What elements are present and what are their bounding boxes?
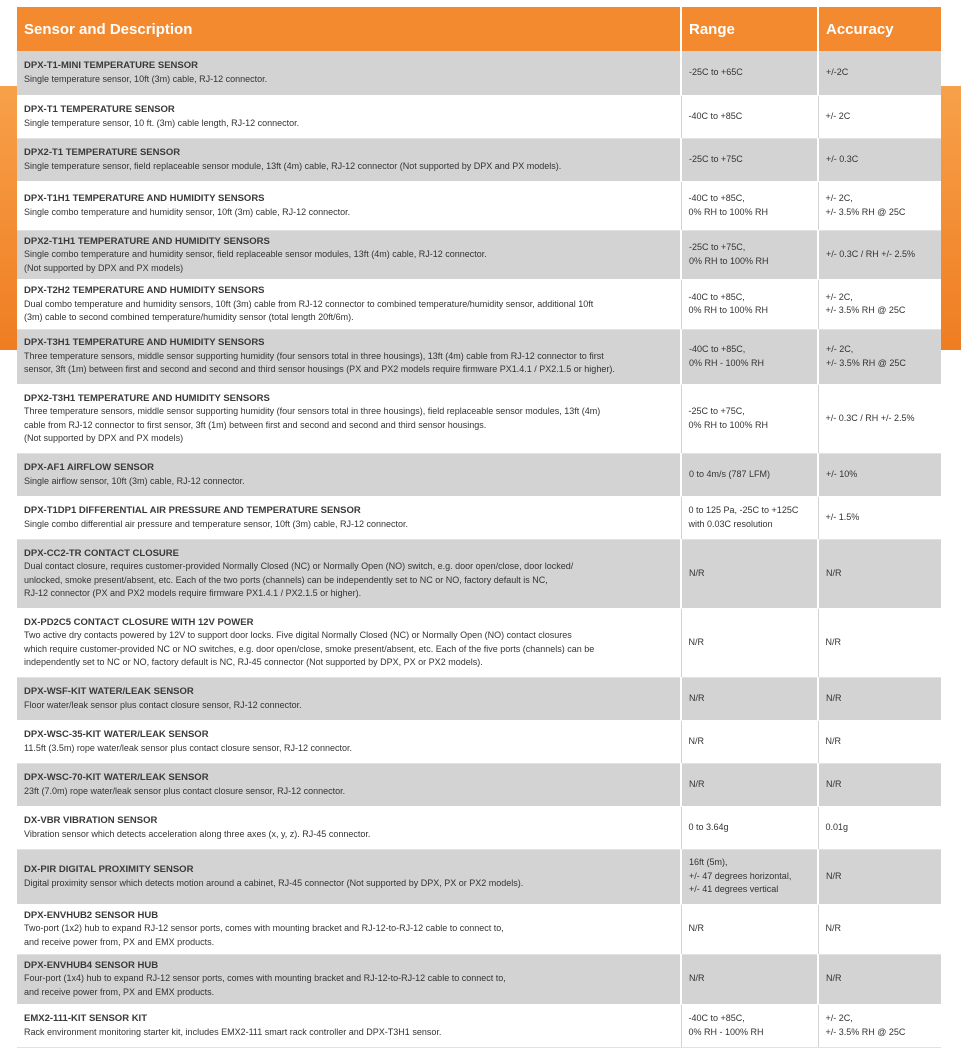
range-cell	[681, 138, 818, 181]
accuracy-value: +/- 3.5% RH @ 25C	[826, 357, 906, 368]
sensor-description-cell	[17, 763, 681, 806]
range-cell	[681, 329, 818, 384]
sensor-description-line: Single combo differential air pressure and temperature sensor, 10ft (3m) cable, RJ-12 connector.	[24, 518, 409, 529]
sensor-description-line: Rack environment monitoring starter kit, includes EMX2-111 smart rack controller and DPX-T3H1 sensor.	[24, 1026, 442, 1037]
sensor-description-cell	[17, 849, 681, 904]
sensor-description-cell	[17, 806, 681, 849]
table-row	[17, 329, 941, 384]
range-value: with 0.03C resolution	[688, 518, 773, 529]
table-row	[17, 904, 941, 954]
range-cell	[681, 720, 818, 763]
sensor-description-cell	[17, 230, 681, 280]
accuracy-value: +/- 3.5% RH @ 25C	[825, 1026, 906, 1037]
sensor-name: DPX2-T1H1 TEMPERATURE AND HUMIDITY SENSORS	[24, 235, 270, 247]
accuracy-cell	[818, 763, 941, 806]
accuracy-cell	[818, 181, 941, 230]
sensor-description-line: Single combo temperature and humidity sensor, 10ft (3m) cable, RJ-12 connector.	[24, 206, 351, 217]
range-value: -40C to +85C,	[688, 193, 745, 203]
accuracy-value: N/R	[826, 973, 842, 984]
sensor-name: DX-PD2C5 CONTACT CLOSURE WITH 12V POWER	[24, 616, 254, 628]
accuracy-cell	[818, 95, 941, 138]
sensor-description-cell	[17, 720, 681, 763]
range-value: 0 to 4m/s (787 LFM)	[689, 468, 771, 479]
sensor-name: DPX-T1-MINI TEMPERATURE SENSOR	[24, 60, 199, 72]
range-value: -25C to +65C	[689, 67, 743, 77]
range-value: +/- 41 degrees vertical	[689, 884, 779, 895]
sensor-name: DPX-CC2-TR CONTACT CLOSURE	[24, 547, 179, 559]
range-cell	[681, 384, 818, 453]
range-cell	[681, 181, 818, 230]
sensor-description-line: Single airflow sensor, 10ft (3m) cable, RJ-12 connector.	[24, 475, 245, 486]
range-cell	[681, 849, 818, 904]
right-orange-accent	[941, 86, 961, 350]
accuracy-cell	[818, 51, 941, 95]
accuracy-cell	[818, 849, 941, 904]
sensor-description-line: Floor water/leak sensor plus contact closure sensor, RJ-12 connector.	[24, 699, 302, 710]
table-row	[17, 181, 941, 230]
sensor-description-line: and receive power from, PX and EMX products.	[24, 986, 215, 997]
table-row	[17, 95, 941, 138]
header-range: Range	[681, 7, 818, 51]
accuracy-value: N/R	[826, 567, 842, 578]
table-row	[17, 496, 941, 539]
sensor-name: DPX-T1H1 TEMPERATURE AND HUMIDITY SENSORS	[24, 193, 265, 204]
sensor-description-line: 11.5ft (3.5m) rope water/leak sensor plus contact closure sensor, RJ-12 connector.	[24, 742, 352, 753]
range-value: -40C to +85C,	[689, 344, 746, 354]
accuracy-cell	[818, 608, 941, 677]
table-row	[17, 720, 941, 763]
accuracy-value: 0.01g	[825, 821, 849, 832]
header-accuracy: Accuracy	[818, 7, 941, 51]
range-value: -25C to +75C	[689, 153, 743, 164]
accuracy-value: +/- 3.5% RH @ 25C	[825, 305, 906, 316]
range-value: -40C to +85C,	[688, 1013, 745, 1023]
sensor-description-line: Dual combo temperature and humidity sensors, 10ft (3m) cable from RJ-12 connector to combined temperature/humidity sensor, additional 10ft	[24, 298, 594, 309]
range-cell	[681, 677, 818, 720]
sensor-description-line: RJ-12 connector (PX and PX2 models require firmware PX1.4.1 / PX2.1.5 or higher).	[24, 588, 362, 598]
accuracy-value: +/- 3.5% RH @ 25C	[825, 206, 906, 217]
table-row	[17, 138, 941, 181]
sensor-name: DPX-WSC-35-KIT WATER/LEAK SENSOR	[24, 729, 209, 740]
sensor-description-line: Four-port (1x4) hub to expand RJ-12 sensor ports, comes with mounting bracket and RJ-12-to-RJ-12 cable to connect to,	[24, 973, 506, 984]
range-cell	[681, 954, 818, 1004]
table-row	[17, 230, 941, 280]
sensor-name: DX-PIR DIGITAL PROXIMITY SENSOR	[24, 864, 194, 875]
sensor-description-line: Dual contact closure, requires customer-provided Normally Closed (NC) or Normally Open (NO) switch, e.g. door open/close, door locked/	[24, 561, 574, 571]
accuracy-cell	[818, 539, 941, 608]
sensor-name: DPX2-T1 TEMPERATURE SENSOR	[24, 147, 181, 158]
range-cell	[681, 51, 818, 95]
range-value: N/R	[688, 923, 704, 934]
sensor-description-cell	[17, 181, 681, 230]
accuracy-cell	[818, 904, 941, 954]
sensor-description-cell	[17, 608, 681, 677]
sensor-description-cell	[17, 280, 681, 330]
sensor-description-line: independently set to NC or NO, factory default is NC, RJ-45 connector (Not supported by DPX, PX or PX2 models).	[24, 657, 483, 667]
accuracy-value: N/R	[826, 870, 842, 881]
sensor-description-cell	[17, 384, 681, 453]
table-row	[17, 608, 941, 677]
table-row	[17, 1004, 941, 1047]
sensor-description-line: (3m) cable to second combined temperature/humidity sensor (total length 20ft/6m).	[24, 312, 354, 322]
table-row	[17, 280, 941, 330]
sensor-description-line: Single temperature sensor, field replaceable sensor module, 13ft (4m) cable, RJ-12 connector (Not supported by DPX and PX models).	[24, 160, 562, 171]
range-value: 0% RH - 100% RH	[688, 1026, 764, 1037]
sensor-description-line: and receive power from, PX and EMX products.	[24, 936, 215, 947]
range-value: N/R	[689, 778, 705, 789]
sensor-description-cell	[17, 496, 681, 539]
header-description: Sensor and Description	[17, 7, 681, 51]
range-cell	[681, 1004, 818, 1047]
sensor-description-line: (Not supported by DPX and PX models)	[24, 262, 184, 273]
sensor-description-cell	[17, 95, 681, 138]
sensor-description-line: Single combo temperature and humidity sensor, field replaceable sensor modules, 13ft (4m) cable, RJ-12 connector.	[24, 249, 487, 259]
sensor-spec-document	[17, 7, 941, 1048]
range-value: N/R	[689, 567, 705, 578]
sensor-description-cell	[17, 954, 681, 1004]
table-row	[17, 453, 941, 496]
range-value: N/R	[688, 636, 704, 647]
sensor-description-line: unlocked, smoke present/absent, etc. Each of the two ports (channels) can be independently set to NC or NO, factory default is NC,	[24, 574, 548, 585]
accuracy-cell	[818, 720, 941, 763]
range-value: 0 to 3.64g	[688, 821, 729, 832]
sensor-description-line: Single temperature sensor, 10ft (3m) cable, RJ-12 connector.	[24, 73, 268, 84]
range-cell	[681, 904, 818, 954]
sensor-name: DPX-WSF-KIT WATER/LEAK SENSOR	[24, 686, 194, 697]
accuracy-value: +/- 2C,	[826, 344, 854, 354]
accuracy-value: N/R	[825, 923, 841, 934]
accuracy-cell	[818, 806, 941, 849]
sensor-name: DPX-T1DP1 DIFFERENTIAL AIR PRESSURE AND TEMPERATURE SENSOR	[24, 505, 361, 516]
accuracy-value: +/-2C	[826, 67, 849, 77]
sensor-description-cell	[17, 904, 681, 954]
range-cell	[681, 230, 818, 280]
accuracy-value: N/R	[825, 636, 841, 647]
sensor-description-line: which require customer-provided NC or NO switches, e.g. door open/close, smoke present/absent, etc. Each of the five ports (channels) can be	[24, 643, 595, 654]
table-header-row	[17, 7, 941, 51]
range-value: -40C to +85C	[688, 110, 743, 121]
table-row	[17, 384, 941, 453]
sensor-description-line: Vibration sensor which detects acceleration along three axes (x, y, z). RJ-45 connector.	[24, 828, 371, 839]
range-value: -40C to +85C,	[688, 291, 745, 302]
table-body	[17, 51, 941, 1047]
range-cell	[681, 95, 818, 138]
accuracy-cell	[818, 230, 941, 280]
sensor-name: DPX-T3H1 TEMPERATURE AND HUMIDITY SENSORS	[24, 337, 265, 349]
range-value: -25C to +75C,	[689, 242, 746, 253]
sensor-table	[17, 7, 941, 1048]
range-cell	[681, 280, 818, 330]
range-value: N/R	[689, 973, 705, 984]
range-value: 16ft (5m),	[689, 857, 728, 868]
sensor-name: DPX-ENVHUB4 SENSOR HUB	[24, 959, 159, 971]
table-row	[17, 51, 941, 95]
accuracy-value: +/- 0.3C / RH +/- 2.5%	[825, 412, 915, 423]
sensor-description-line: (Not supported by DPX and PX models)	[24, 433, 184, 443]
range-value: -25C to +75C,	[688, 406, 745, 416]
sensor-description-cell	[17, 51, 681, 95]
sensor-description-line: cable from RJ-12 connector to first sensor, 3ft (1m) between first and second and second and third sensor housings.	[24, 419, 487, 430]
sensor-description-cell	[17, 677, 681, 720]
accuracy-cell	[818, 496, 941, 539]
range-value: N/R	[689, 692, 705, 703]
accuracy-value: N/R	[825, 735, 841, 746]
sensor-description-cell	[17, 329, 681, 384]
table-row	[17, 763, 941, 806]
sensor-description-line: Digital proximity sensor which detects motion around a cabinet, RJ-45 connector (Not supported by DPX, PX or PX2 models).	[24, 877, 524, 888]
sensor-name: DPX-T1 TEMPERATURE SENSOR	[24, 104, 175, 115]
accuracy-value: +/- 2C	[825, 110, 851, 121]
sensor-name: DPX2-T3H1 TEMPERATURE AND HUMIDITY SENSORS	[24, 392, 270, 404]
range-value: N/R	[688, 735, 704, 746]
accuracy-value: +/- 0.3C	[826, 153, 859, 164]
sensor-name: DPX-ENVHUB2 SENSOR HUB	[24, 909, 159, 921]
range-value: +/- 47 degrees horizontal,	[689, 870, 792, 881]
sensor-description-line: Three temperature sensors, middle sensor supporting humidity (four sensors total in three housings), 13ft (4m) cable from RJ-12 connector to first	[24, 350, 604, 361]
sensor-description-cell	[17, 138, 681, 181]
range-cell	[681, 539, 818, 608]
sensor-description-line: sensor, 3ft (1m) between first and second and second and third sensor housings (PX and PX2 models require firmware PX1.4.1 / PX2.1.5 or higher).	[24, 364, 615, 375]
sensor-name: DPX-T2H2 TEMPERATURE AND HUMIDITY SENSORS	[24, 285, 265, 296]
accuracy-cell	[818, 329, 941, 384]
range-value: 0% RH to 100% RH	[688, 305, 769, 316]
sensor-description-line: Two active dry contacts powered by 12V to support door locks. Five digital Normally Closed (NC) or Normally Open (NO) contact closures	[24, 630, 572, 640]
range-cell	[681, 763, 818, 806]
accuracy-cell	[818, 453, 941, 496]
accuracy-value: +/- 1.5%	[825, 511, 860, 522]
sensor-name: DPX-AF1 AIRFLOW SENSOR	[24, 462, 155, 473]
accuracy-value: N/R	[826, 692, 842, 703]
sensor-description-cell	[17, 1004, 681, 1047]
range-value: 0% RH - 100% RH	[689, 357, 765, 368]
sensor-description-line: Three temperature sensors, middle sensor supporting humidity (four sensors total in three housings), field replaceable sensor modules, 13ft (4m)	[24, 406, 601, 416]
sensor-description-line: Two-port (1x2) hub to expand RJ-12 sensor ports, comes with mounting bracket and RJ-12-to-RJ-12 cable to connect to,	[24, 923, 504, 934]
accuracy-cell	[818, 677, 941, 720]
accuracy-value: +/- 0.3C / RH +/- 2.5%	[826, 249, 916, 259]
range-value: 0 to 125 Pa, -25C to +125C	[688, 505, 799, 515]
table-row	[17, 849, 941, 904]
accuracy-cell	[818, 280, 941, 330]
accuracy-value: +/- 2C,	[825, 291, 853, 302]
accuracy-cell	[818, 954, 941, 1004]
accuracy-value: N/R	[826, 778, 842, 789]
range-value: 0% RH to 100% RH	[688, 206, 769, 217]
accuracy-cell	[818, 138, 941, 181]
sensor-description-line: 23ft (7.0m) rope water/leak sensor plus contact closure sensor, RJ-12 connector.	[24, 785, 346, 796]
accuracy-cell	[818, 1004, 941, 1047]
accuracy-value: +/- 10%	[826, 468, 858, 479]
table-row	[17, 677, 941, 720]
sensor-description-cell	[17, 539, 681, 608]
range-value: 0% RH to 100% RH	[689, 255, 769, 266]
range-cell	[681, 453, 818, 496]
range-value: 0% RH to 100% RH	[688, 419, 769, 430]
sensor-description-cell	[17, 453, 681, 496]
range-cell	[681, 806, 818, 849]
range-cell	[681, 608, 818, 677]
accuracy-value: +/- 2C,	[825, 1013, 853, 1023]
sensor-name: DX-VBR VIBRATION SENSOR	[24, 815, 158, 826]
accuracy-value: +/- 2C,	[825, 193, 853, 203]
sensor-name: DPX-WSC-70-KIT WATER/LEAK SENSOR	[24, 772, 209, 783]
sensor-description-line: Single temperature sensor, 10 ft. (3m) cable length, RJ-12 connector.	[24, 117, 300, 128]
table-row	[17, 539, 941, 608]
range-cell	[681, 496, 818, 539]
sensor-name: EMX2-111-KIT SENSOR KIT	[24, 1013, 148, 1024]
accuracy-cell	[818, 384, 941, 453]
table-row	[17, 954, 941, 1004]
table-row	[17, 806, 941, 849]
